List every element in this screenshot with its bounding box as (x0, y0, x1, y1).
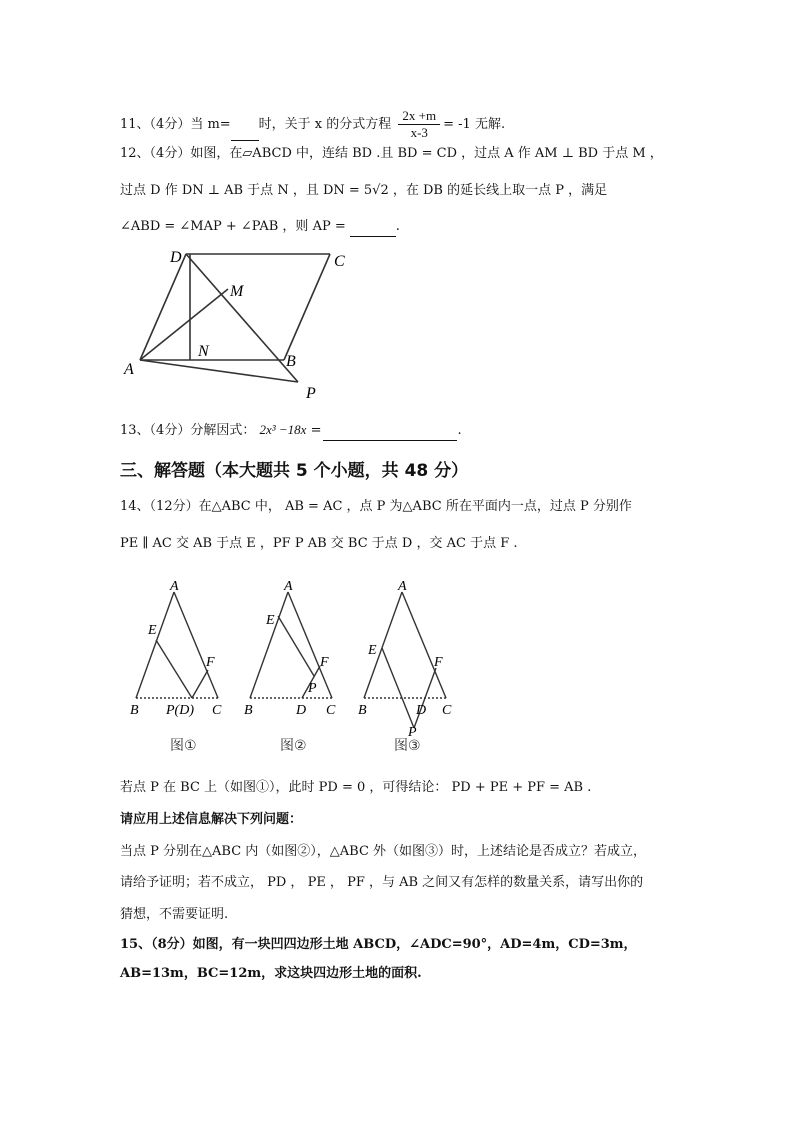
fig3-label-C: C (442, 703, 452, 718)
fig1-label-B: B (130, 703, 139, 718)
q11-fraction (398, 108, 440, 141)
q11-blank (231, 140, 259, 141)
q13-blank (323, 440, 457, 441)
q12-parallelogram-figure (118, 244, 358, 404)
fig1-label-E: E (148, 623, 157, 638)
q14-figure-1 (126, 578, 238, 718)
q14-line-1: 14、（12分）在△ABC 中， AB = AC ，点 P 为△ABC 所在平面内一点，过点 P 分别作 (120, 499, 632, 514)
q14-line-3: 若点 P 在 BC 上（如图①），此时 PD = 0 ，可得结论： PD + PE + PF = AB . (120, 780, 592, 795)
fig2-label-B: B (244, 703, 253, 718)
fig2-label-A: A (284, 579, 293, 594)
q12-line-2: 过点 D 作 DN ⊥ AB 于点 N ，且 DN = 5√2 ，在 DB 的延长线上取一点 P ，满足 (120, 183, 608, 198)
q12-line-3-suffix: . (395, 219, 400, 234)
q11-suffix: = -1 无解. (443, 117, 506, 132)
q13-expression: 2x³ −18x (259, 422, 307, 437)
q14-line-6: 请给予证明；若不成立， PD ， PE ， PF ，与 AB 之间又有怎样的数量关系，请写出你的 (120, 875, 644, 890)
q13-suffix: . (457, 423, 462, 438)
q14-line-5: 当点 P 分别在△ABC 内（如图②），△ABC 外（如图③）时，上述结论是否成立？若成立， (120, 844, 647, 859)
fig3-label-D: D (416, 703, 427, 718)
q14-figure-2 (240, 578, 352, 718)
fig2-label-P: P (308, 681, 317, 696)
fig2-label-E: E (266, 613, 275, 628)
q14-line-4: 请应用上述信息解决下列问题： (120, 812, 303, 827)
label-C: C (334, 253, 345, 270)
q11-fraction-numerator: 2x +m (398, 108, 440, 125)
question-11 (120, 108, 505, 141)
fig2-label-C: C (326, 703, 336, 718)
q11-prefix: 11、（4分）当 m= (120, 117, 231, 132)
label-P: P (306, 385, 316, 402)
q12-line-3-prefix: ∠ABD = ∠MAP + ∠PAB ，则 AP = (120, 219, 346, 234)
q11-fraction-denominator: x-3 (410, 125, 428, 140)
q14-line-7: 猜想，不需要证明. (120, 907, 229, 922)
fig3-label-A: A (398, 579, 407, 594)
q14-figure-1-caption: 图① (170, 738, 197, 754)
label-A: A (124, 361, 134, 378)
q14-line-2: PE ∥ AC 交 AB 于点 E ，PF P AB 交 BC 于点 D ，交 AC 于点 F . (120, 536, 518, 551)
q15-line-1: 15、（8分）如图，有一块凹四边形土地 ABCD，∠ADC=90°，AD=4m，CD=3m， (120, 937, 637, 952)
q12-line-1: 12、（4分）如图，在▱ABCD 中，连结 BD .且 BD = CD ，过点 A 作 AM ⊥ BD 于点 M ， (120, 146, 663, 161)
label-B: B (286, 353, 296, 370)
fig3-label-P: P (408, 725, 417, 738)
label-M: M (230, 283, 244, 300)
fig2-label-F: F (320, 655, 329, 670)
q13-equals: = (310, 423, 322, 438)
q12-blank (350, 236, 396, 237)
fig1-label-A: A (170, 579, 179, 594)
q13-prefix: 13、（4分）分解因式： (120, 423, 256, 438)
q15-line-2: AB=13m，BC=12m，求这块四边形土地的面积. (120, 966, 422, 981)
label-D: D (170, 249, 182, 266)
q11-mid: 时，关于 x 的分式方程 (258, 117, 392, 132)
fig3-label-B: B (358, 703, 367, 718)
q14-figure-3-caption: 图③ (394, 738, 421, 754)
fig1-label-F: F (206, 655, 215, 670)
section-3-heading: 三、解答题（本大题共 5 个小题，共 48 分） (120, 461, 469, 481)
question-13 (120, 420, 462, 441)
q14-figure-3 (356, 578, 468, 738)
fig1-label-P: P(D) (166, 703, 194, 718)
q14-figure-2-caption: 图② (280, 738, 307, 754)
fig3-label-E: E (368, 643, 377, 658)
label-N: N (198, 343, 209, 360)
q12-line-3 (120, 217, 400, 237)
fig1-label-C: C (212, 703, 222, 718)
fig2-label-D: D (296, 703, 307, 718)
fig3-label-F: F (434, 655, 443, 670)
